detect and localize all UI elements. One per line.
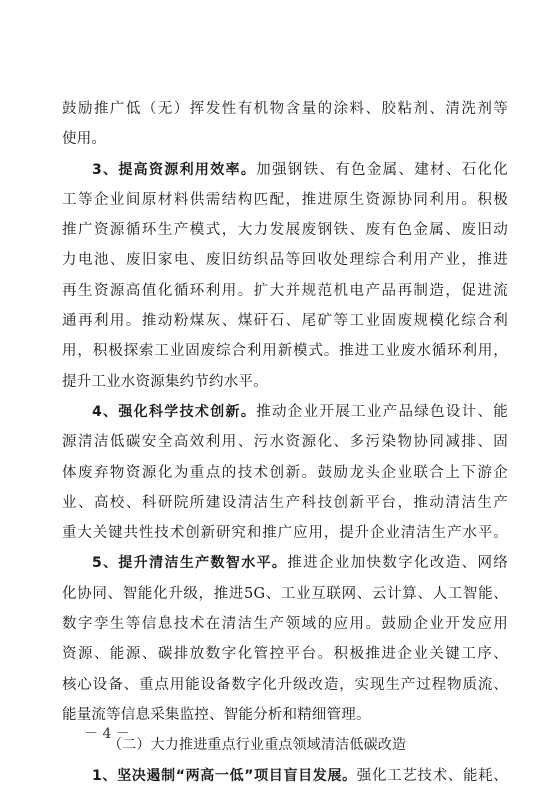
paragraph-heading: 1、坚决遏制“两高一低”项目盲目发展。 [92, 767, 357, 784]
text-line: 工等企业间原材料供需结构匹配，推进原生资源协同利用。积极 [62, 191, 508, 208]
paragraph-heading: 3、提高资源利用效率。 [92, 161, 257, 178]
paragraph-heading: 5、提升清洁生产数智水平。 [92, 555, 288, 572]
paragraph-text: 推进企业加快数字化改造、网络 [287, 555, 508, 572]
text-line: 重大关键共性技术创新研究和推广应用，提升企业清洁生产水平。 [62, 525, 508, 542]
paragraph-text: 推动企业开展工业产品绿色设计、能 [256, 403, 508, 420]
text-line: 力电池、废旧家电、废旧纺织品等回收处理综合利用产业，推进 [62, 252, 508, 269]
paragraph-heading: 4、强化科学技术创新。 [92, 403, 257, 420]
text-line: 能量流等信息采集监控、智能分析和精细管理。 [62, 706, 371, 723]
page-number: － 4 － [84, 726, 130, 742]
text-line: 资源、能源、碳排放数字化管控平台。积极推进企业关键工序、 [62, 646, 508, 663]
paragraph-text: 加强钢铁、有色金属、建材、石化化 [256, 161, 508, 178]
text-line: 使用。 [62, 131, 107, 148]
text-line: 鼓励推广低（无）挥发性有机物含量的涂料、胶粘剂、清洗剂等 [62, 101, 508, 117]
text-line: 化协同、智能化升级，推进5G、工业互联网、云计算、人工智能、 [62, 585, 508, 602]
document-body [62, 94, 508, 791]
section-subheading-text: （二）大力推进重点行业重点领域清洁低碳改造 [108, 737, 407, 754]
text-line: 推广资源循环生产模式，大力发展废钢铁、废有色金属、废旧动 [62, 222, 508, 239]
text-line: 通再利用。推动粉煤灰、煤矸石、尾矿等工业固废规模化综合利 [62, 313, 508, 330]
text-line: 体废弃物资源化为重点的技术创新。鼓励龙头企业联合上下游企 [62, 464, 508, 481]
text-line: 提升工业水资源集约节约水平。 [62, 373, 268, 390]
numbered-paragraph-heading-line [62, 548, 508, 578]
text-line: 核心设备、重点用能设备数字化升级改造，实现生产过程物质流、 [62, 676, 508, 693]
text-line: 业、高校、科研院所建设清洁生产科技创新平台，推动清洁生产 [62, 494, 508, 511]
numbered-paragraph-heading-line [62, 761, 508, 791]
text-line: 再生资源高值化循环利用。扩大并规范机电产品再制造，促进流 [62, 282, 508, 299]
text-line: 源清洁低碳安全高效利用、污水资源化、多污染物协同减排、固 [62, 434, 508, 451]
text-line: 数字孪生等信息技术在清洁生产领域的应用。鼓励企业开发应用 [62, 616, 508, 633]
numbered-paragraph-heading-line [62, 155, 508, 185]
text-line: 用，积极探索工业固废综合利用新模式。推进工业废水循环利用， [62, 343, 508, 360]
numbered-paragraph-heading-line [62, 397, 508, 427]
paragraph-text: 强化工艺技术、能耗、 [356, 767, 508, 784]
